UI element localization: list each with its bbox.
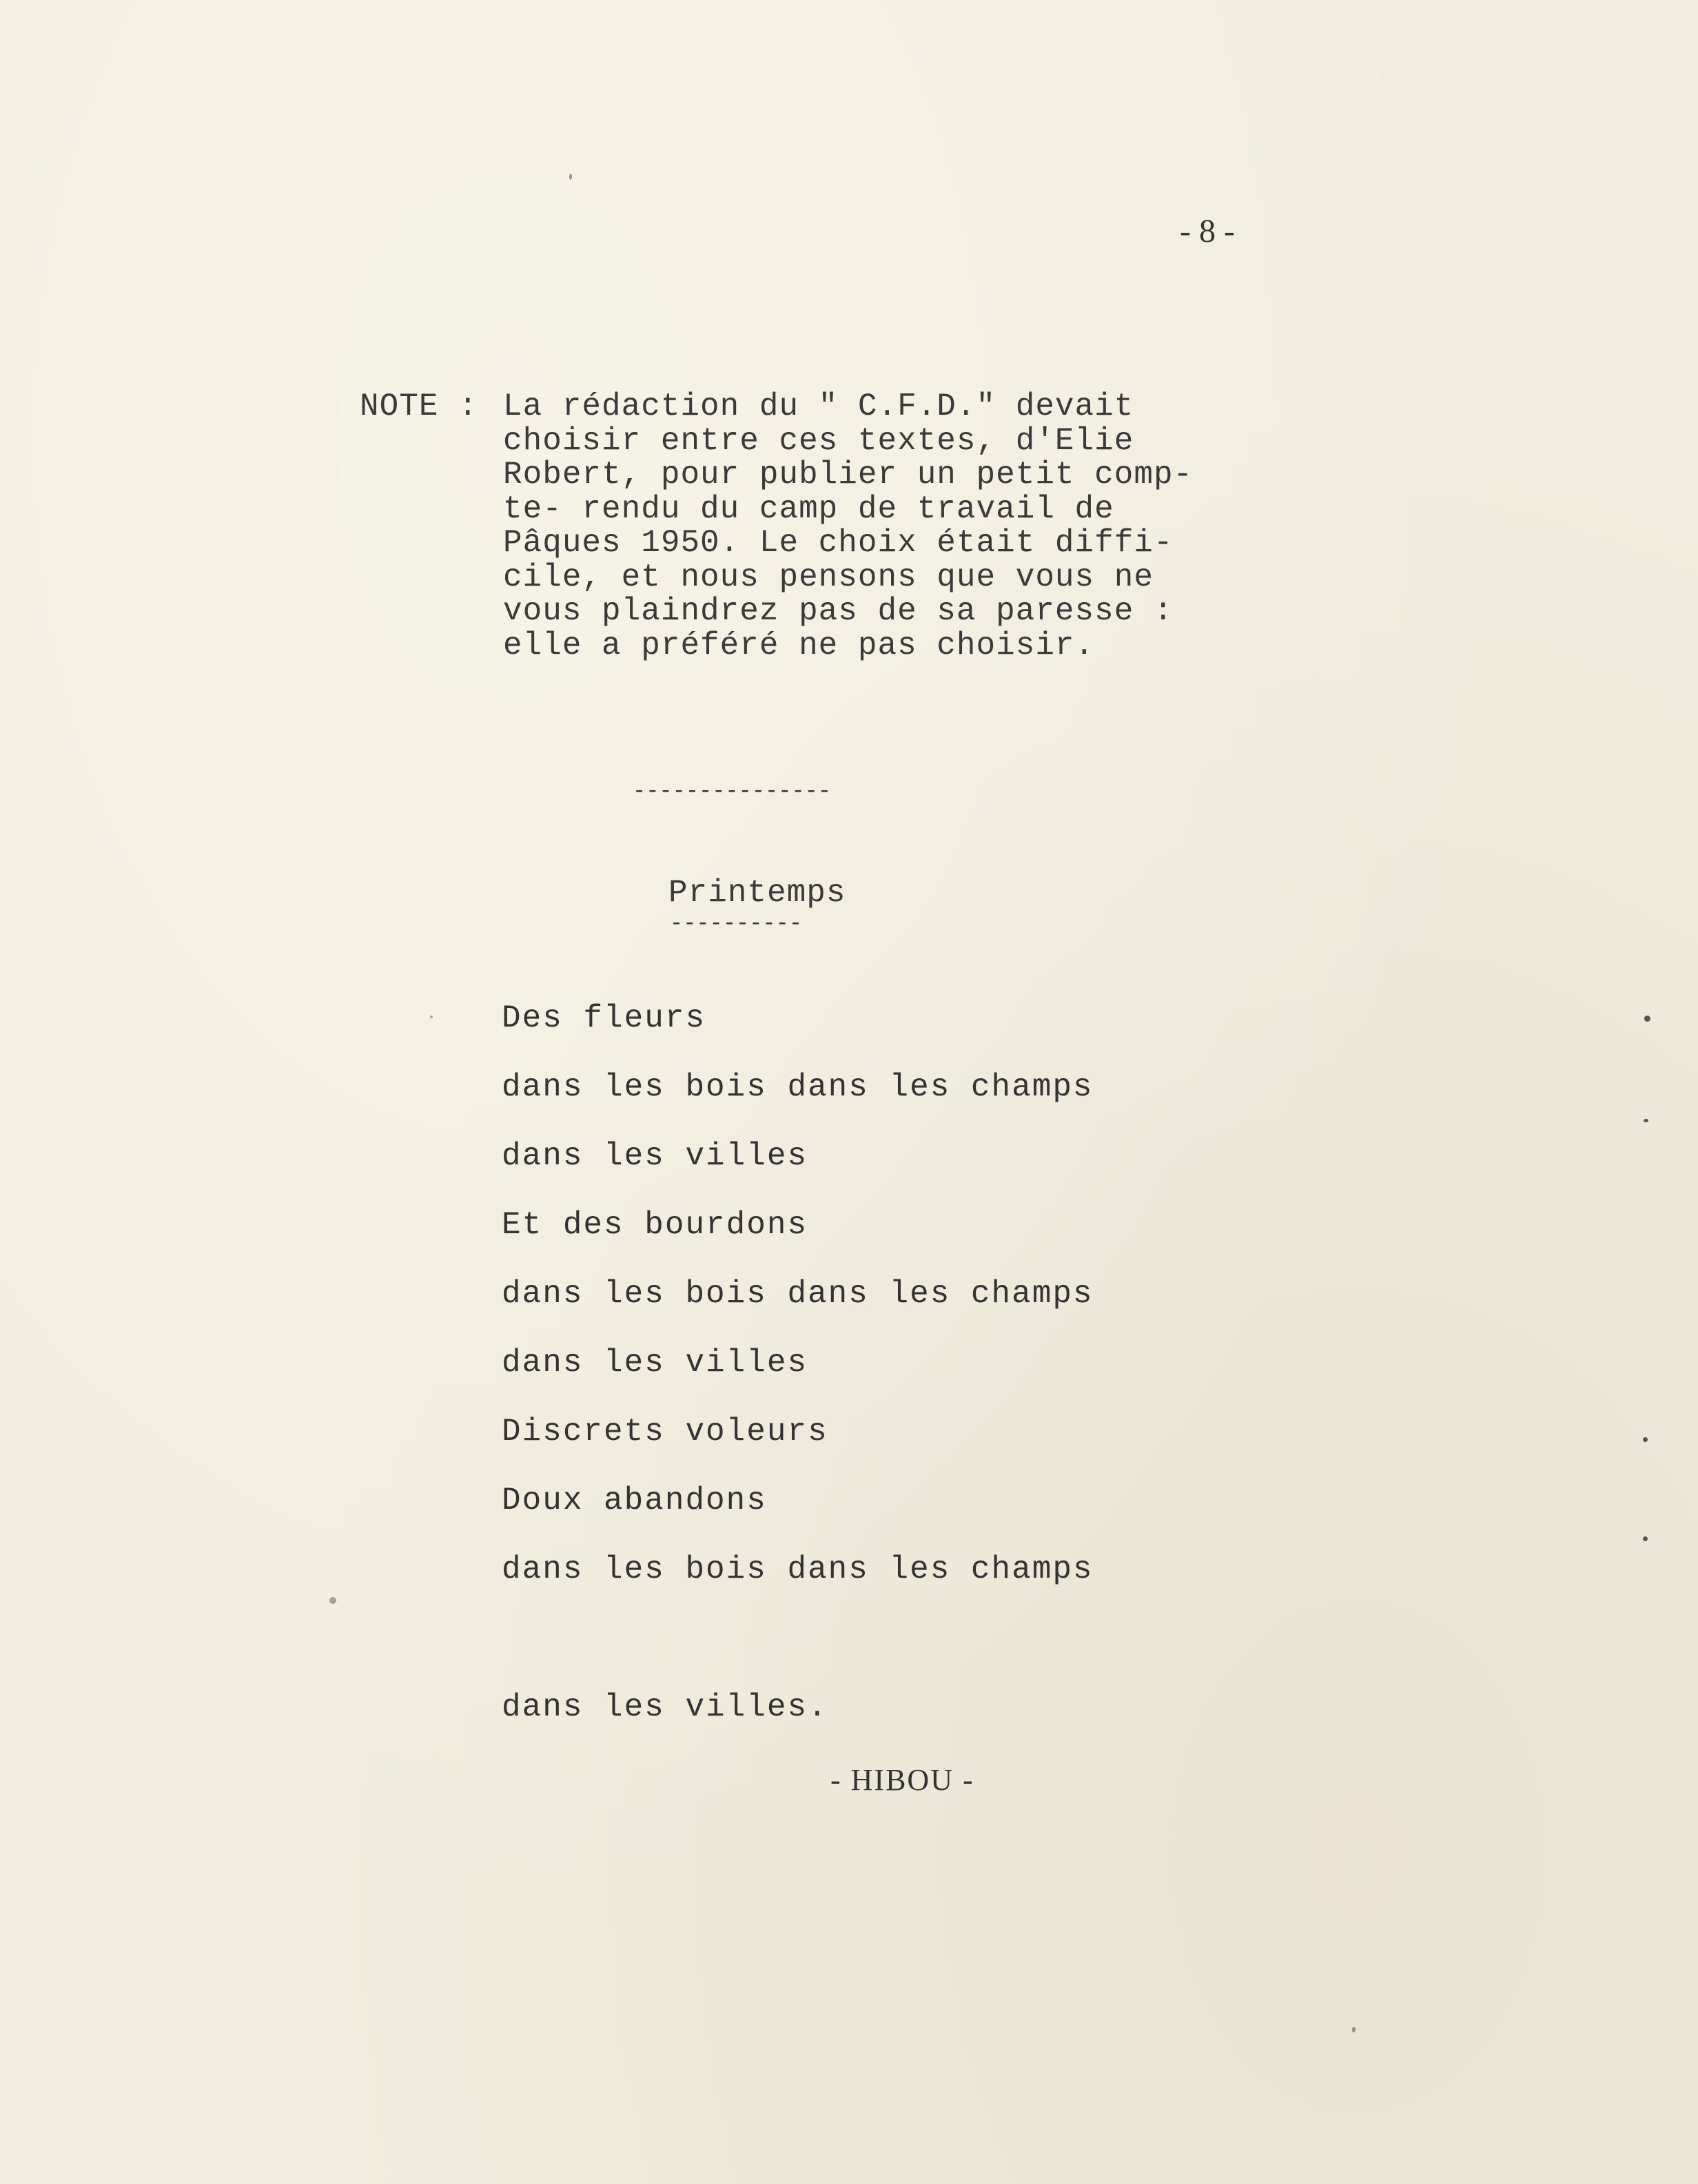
- poem-line: dans les villes: [502, 1345, 808, 1381]
- poem-line: dans les bois dans les champs: [502, 1069, 1094, 1105]
- paper-speck: [569, 174, 572, 180]
- poem-line: dans les bois dans les champs: [502, 1276, 1094, 1312]
- poem-title-underline: ----------: [670, 911, 803, 936]
- signature: - HIBOU -: [830, 1763, 974, 1797]
- note-body: [503, 390, 1234, 663]
- section-separator: ---------------: [633, 779, 832, 804]
- note-line: te- rendu du camp de travail de: [503, 491, 1114, 527]
- poem-line: Et des bourdons: [502, 1207, 808, 1243]
- poem-title: Printemps: [668, 875, 846, 911]
- poem-line: Doux abandons: [502, 1483, 767, 1518]
- note-line: elle a préféré ne pas choisir.: [503, 627, 1095, 663]
- poem-line: dans les villes.: [502, 1689, 828, 1725]
- paper-speck: [329, 1597, 336, 1604]
- note-label: NOTE :: [360, 389, 478, 424]
- paper-speck: [1643, 1536, 1648, 1541]
- paper-speck: [1643, 1437, 1648, 1442]
- poem-line: Des fleurs: [502, 1000, 706, 1036]
- note-line: cile, et nous pensons que vous ne: [503, 559, 1154, 595]
- note-line: Pâques 1950. Le choix était diffi-: [503, 525, 1174, 561]
- paper-speck: [1644, 1016, 1650, 1022]
- note-line: La rédaction du " C.F.D." devait: [503, 389, 1134, 424]
- note-line: Robert, pour publier un petit comp-: [503, 457, 1194, 493]
- page-number: - 8 -: [1180, 213, 1235, 249]
- paper-speck: [1352, 2027, 1356, 2032]
- poem-line: Discrets voleurs: [502, 1414, 828, 1450]
- poem-line: dans les villes: [502, 1138, 808, 1174]
- paper-speck: [1644, 1119, 1648, 1122]
- note-line: vous plaindrez pas de sa paresse :: [503, 593, 1174, 629]
- note-line: choisir entre ces textes, d'Elie: [503, 422, 1134, 459]
- poem-line: dans les bois dans les champs: [502, 1552, 1094, 1587]
- paper-speck: [430, 1016, 433, 1018]
